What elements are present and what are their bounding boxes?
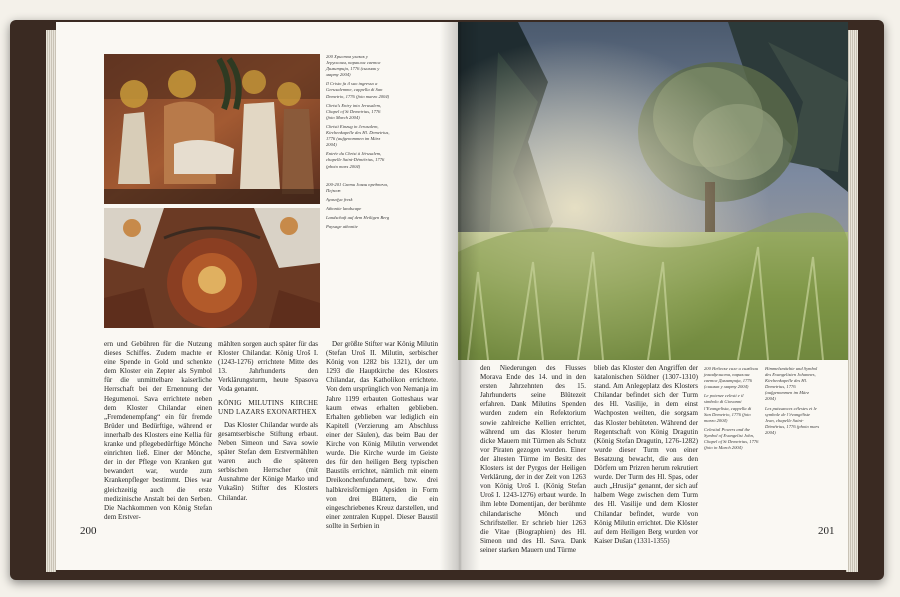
caption-5: Entrée du Christ à Jérusalem, chapelle Saint-Démétrius, 1776 (photo mars 2004) bbox=[326, 151, 385, 169]
caption-3: Christ’s Entry into Jerusalem, Chapel of St Demetrius, 1776 (foto March 2004) bbox=[326, 102, 382, 120]
caption-10: Paysage athonite bbox=[326, 224, 358, 230]
caption-4: Christi Einzug in Jerusalem, Kirchenkapelle des Hl. Demetrius, 1776 (aufgenommen im März 2004) bbox=[326, 123, 390, 148]
section-heading: KÖNIG MILUTINS KIRCHE UND LAZARS EXONARTHEX bbox=[218, 398, 318, 416]
left-text-column-3 bbox=[326, 340, 438, 566]
paragraph: mählten sorgen auch später für das Kloster Chilandar. König Uroš I. (1243-1276) errichtete Mitte des 13. Jahrhunderts den Verklärungsturm, heute Spasova Voda genannt. bbox=[218, 340, 318, 394]
caption-8: Athonite landscape bbox=[326, 205, 362, 211]
photo-athonite-landscape bbox=[458, 22, 848, 360]
left-text-column-1 bbox=[104, 340, 212, 540]
page-edges-left bbox=[46, 30, 56, 572]
right-page bbox=[458, 22, 848, 570]
caption-3: Celestial Powers and the Symbol of Evangelist John, Chapel of St Demetrius, 1776 (foto in March 2004) bbox=[704, 426, 759, 451]
page-number-right: 201 bbox=[818, 525, 835, 537]
paragraph: ern und Gebühren für die Nutzung dieses Schiffes. Zudem machte er eine Spende in Gold und schenkte dem Kloster ein Zepter als Symbol für die unmittelbare kaiserliche Herrschaft bei der Ernennung der Hegumenoi. Sava errichtete neben dem Kloster Chilandar einen „Fremdenempfang“ ein für fremde Brüder und Bedürftige, während er innerhalb des Klosters eine Kellia für kranke und pflegebedürftige Mönche einrichten ließ. Einer der Mönche, der in der Pflege von Kranken gut bewandert war, wurde zum Krankenpfleger bestimmt. Dies war gleichzeitig auch die erste medizinische Anstalt bei den Serben. Die Nachkommen von König Stefan dem Erstver- bbox=[104, 340, 212, 521]
caption-4: Himmelsmächte und Symbol des Evangelisten Johannes, Kirchenkapelle des Hl. Demetrius, 1776 (aufgenommen im März 2004) bbox=[765, 366, 818, 402]
paragraph: Das Kloster Chilandar wurde als gesamtserbische Stiftung erbaut. Neben Simeon und Sava sowie später Stefan dem Erstvermählten waren auch die späteren serbischen Herrscher (mit Ausnahme der Könige Marko und Vukašin) Stifter des Klosters Chilandar. bbox=[218, 420, 318, 502]
caption-1: 200 Небеске силе и симболи јеванђелиста, параклис светог Димитрија, 1776 (снимак у марту 2004) bbox=[704, 366, 758, 390]
caption-7: Ayasofya fresk bbox=[326, 196, 353, 202]
left-page bbox=[56, 22, 460, 570]
page-number-left: 200 bbox=[80, 525, 97, 537]
right-text-column-2 bbox=[594, 364, 698, 564]
caption-5: Les puissances célestes et le symbole de l’évangéliste Jean, chapelle Saint-Démétrius, 1776 (photo mars 2004) bbox=[765, 405, 820, 435]
paragraph: den Niederungen des Flusses Morava Ende des 14. und in den ersten Jahrzehnten des 15. Jahrhunderts seine Blütezeit erfahren. Dank Milutins Spenden wurden zudem ein Refektorium sowie zahlreiche Kellien errichtet, während um das Kloster herum dicke Mauern mit Türmen als Schutz vor Piraten gezogen wurden. Einer der ältesten Türme im Besitz des Klosters ist der Pyrgos der Heiligen Verklärung, der in der Zeit von 1263 von König Uroš I. (König Stefan Uroš I. 1243-1276) erbaut wurde. In ihm lebte Domentijan, der berühmte chilandarische Mönch und Schriftsteller. Er schrieb hier 1263 die Vitae (Biographien) des Hl. Simeon und des Hl. Sava. Dank seiner starken Mauern und Türme bbox=[480, 364, 586, 554]
caption-2: Il Cristo fa il suo ingresso a Gerusalemme, cappella di San Demetrio, 1776 (foto marzo 2004) bbox=[326, 81, 390, 99]
left-text-column-2 bbox=[218, 340, 318, 540]
paragraph: blieb das Kloster den Angriffen der katalonischen Söldner (1307-1310) stand. Am Anlegeplatz des Klosters Chilandar befindet sich der Turm des Hl. Vasilije, in dem einst Wachposten weilten, die sorgsam das Kloster behüteten. Während der Regentschaft von König Dragutin (König Stefan Dragutin, 1276-1282) wurde dieser Turm von einer Besatzung bewacht, die aus den Dörfern um Prizren herum rekrutiert wurde. Der Turm des Hl. Spas, oder auch „Hrusija“ genannt, der sich auf halbem Wege zwischen dem Turm des Hl. Vasilije und dem Kloster Chilandar befindet, wurde von König Milutin errichtet. Die Klöster auf dem Heiligen Berg wurden vor Kaiser Dušan (1331-1355) bbox=[594, 364, 698, 545]
caption-6: 200-201 Свети Јован предтеча, Пејзаж bbox=[326, 181, 389, 193]
fresco-celestial-powers bbox=[104, 208, 320, 328]
right-captions bbox=[704, 366, 820, 451]
left-captions bbox=[326, 54, 390, 233]
caption-2: Le potenze celesti e il simbolo di Giovanni l’Evangelista, cappella di San Demetrio, 1776 (foto marzo 2004) bbox=[704, 393, 752, 423]
caption-9: Landschaft auf dem Heiligen Berg bbox=[326, 214, 390, 220]
right-text-column-1 bbox=[480, 364, 586, 564]
fresco-entry-jerusalem bbox=[104, 54, 320, 204]
paragraph: Der größte Stifter war König Milutin (Stefan Uroš II. Milutin, serbischer König von 1282 bis 1321), der um 1293 die Hauptkirche des Klosters Chilandar, das Katholikon errichtete. Von dem ursprünglich von Nemanja im Jahre 1199 erbauten Gotteshaus war kaum etwas erhalten geblieben. Erhalten geblieben war lediglich ein Kapitell (Verzierung am Abschluss einer der Säulen), das beim Bau der Kirche von König Milutin verwendet wurde. Die Kirche wurde im Geiste des für den heiligen Berg typischen Baustils errichtet, nämlich mit einem Dreikonchenfundament, bzw. drei halbkreisförmigen Apsiden in Form von drei Blättern, die ein eingeschriebenes Kreuz darstellen, und einer zentralen Kuppel. Dieser Baustil sollte in Serbien in bbox=[326, 340, 438, 530]
caption-1: 200 Христов улазак у Јерусалим, параклис светог Димитрија, 1776 (снимак у марту 2004) bbox=[326, 54, 381, 78]
